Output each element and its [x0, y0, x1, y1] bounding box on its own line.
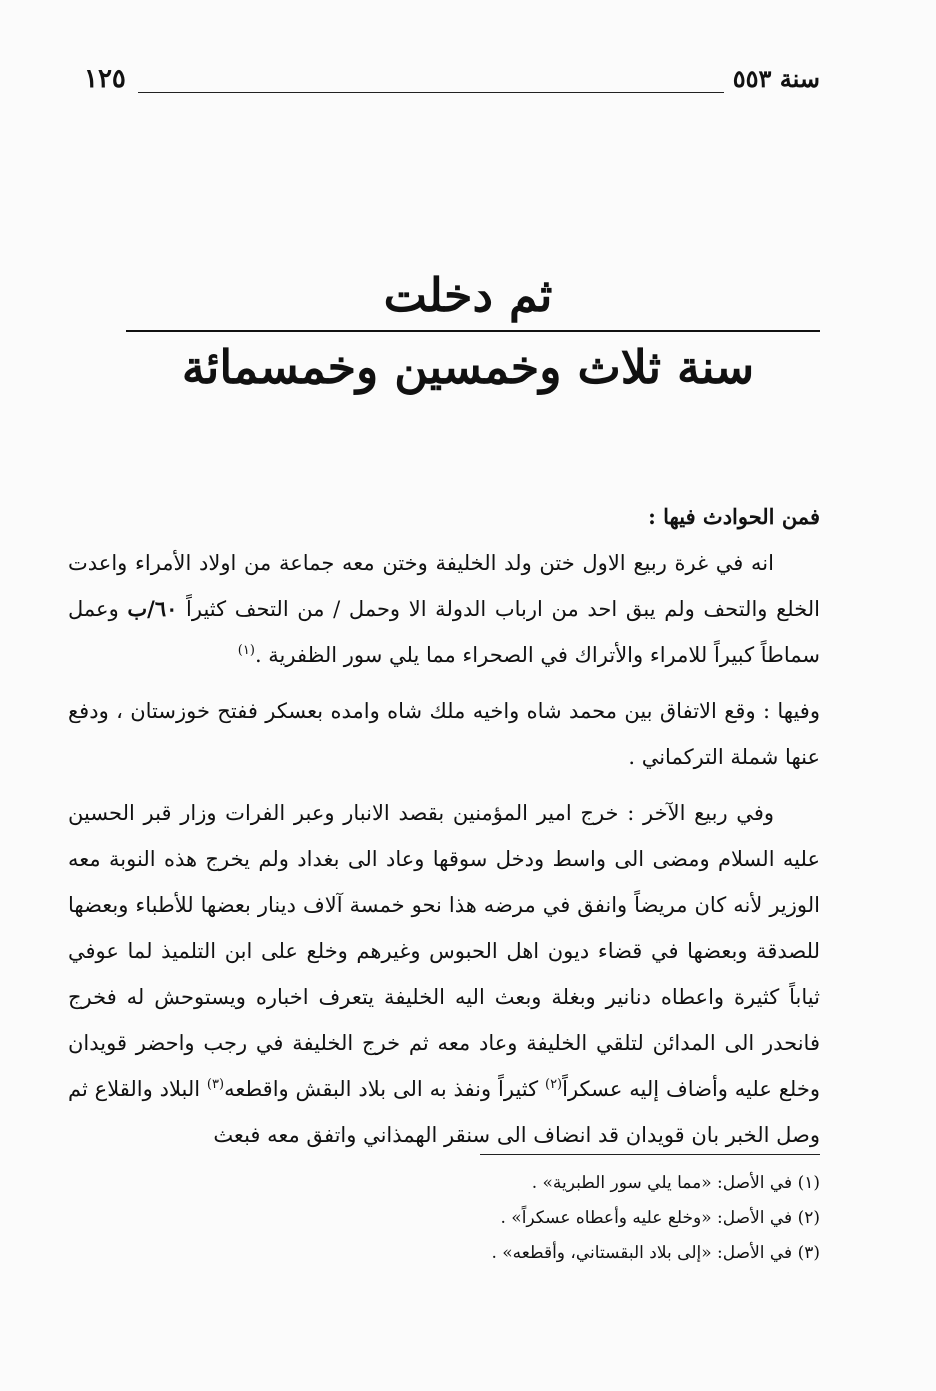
paragraph-2: وفيها : وقع الاتفاق بين محمد شاه واخيه ملك شاه وامده بعسكر ففتح خوزستان ، ودفع عنها شملة التركماني . [68, 699, 820, 769]
header-rule [138, 92, 724, 93]
paragraph-1-continued: وعمل سماطاً كبيراً للامراء والأتراك في الصحراء مما يلي سور الظفرية . [68, 597, 820, 667]
paragraph-3-text-a: وفي ربيع الآخر : خرج امير المؤمنين بقصد الانبار وعبر الفرات وزار قبر الحسين عليه السلام ومضى الى واسط ودخل سوقها وعاد الى بغداد ولم يخرج هذه النوبة معه الوزير لأنه كان مريضاً وانفق في مرضه هذا نحو خمسة آلاف دينار بعضها للأطباء وبعضها للصدقة وبعضها في قضاء ديون اهل الحبوس وغيرهم وخلع على ابن التلميذ لما عوفي ثياباً كثيرة واعطاه دنانير وبغلة وبعث اليه الخليفة يتعرف اخباره ويستوحش له فخرج فانحدر الى المدائن لتلقي الخليفة وعاد معه ثم خرج الخليفة في رجب واحضر قويدان وخلع عليه وأضاف إليه عسكراً [68, 801, 820, 1101]
paragraph-3-text-c: البلاد والقلاع ثم وصل الخبر بان قويدان قد انضاف الى سنقر الهمذاني واتفق معه فبعث [68, 1077, 820, 1147]
title-rule [126, 330, 820, 332]
running-head: سنة ٥٥٣ [732, 64, 820, 93]
body-text [68, 494, 820, 1168]
paragraph-3-text-b: كثيراً ونفذ به الى بلاد البقش واقطعه [224, 1077, 545, 1101]
footnote-ref-1: (١) [237, 643, 255, 658]
footnote-1: (١) في الأصل: «مما يلي سور الطبرية» . [531, 1173, 820, 1193]
footnote-ref-2: (٢) [544, 1077, 563, 1092]
section-intro: فمن الحوادث فيها : [648, 504, 820, 529]
paragraph-3 [68, 790, 820, 1158]
chapter-title: ثم دخلت [383, 268, 553, 322]
footnote-rule [480, 1154, 820, 1155]
footnotes [300, 1166, 820, 1271]
footnote-ref-3: (٣) [206, 1077, 225, 1092]
folio-mark: ٦٠/ب [127, 596, 178, 621]
footnote-3: (٣) في الأصل: «إلى بلاد البقستاني، وأقطعه» . [491, 1243, 820, 1263]
footnote-2: (٢) في الأصل: «وخلع عليه وأعطاه عسكراً» . [500, 1208, 820, 1228]
page-number: ١٢٥ [84, 64, 126, 94]
paragraph-1 [68, 540, 820, 678]
page-header [70, 64, 820, 104]
paragraph-1-text: انه في غرة ربيع الاول ختن ولد الخليفة وختن معه جماعة من اولاد الأمراء واعدت الخلع والتحف ولم يبق احد من ارباب الدولة الا وحمل / من التحف كثيراً [68, 551, 820, 621]
chapter-subtitle: سنة ثلاث وخمسين وخمسمائة [181, 340, 755, 394]
